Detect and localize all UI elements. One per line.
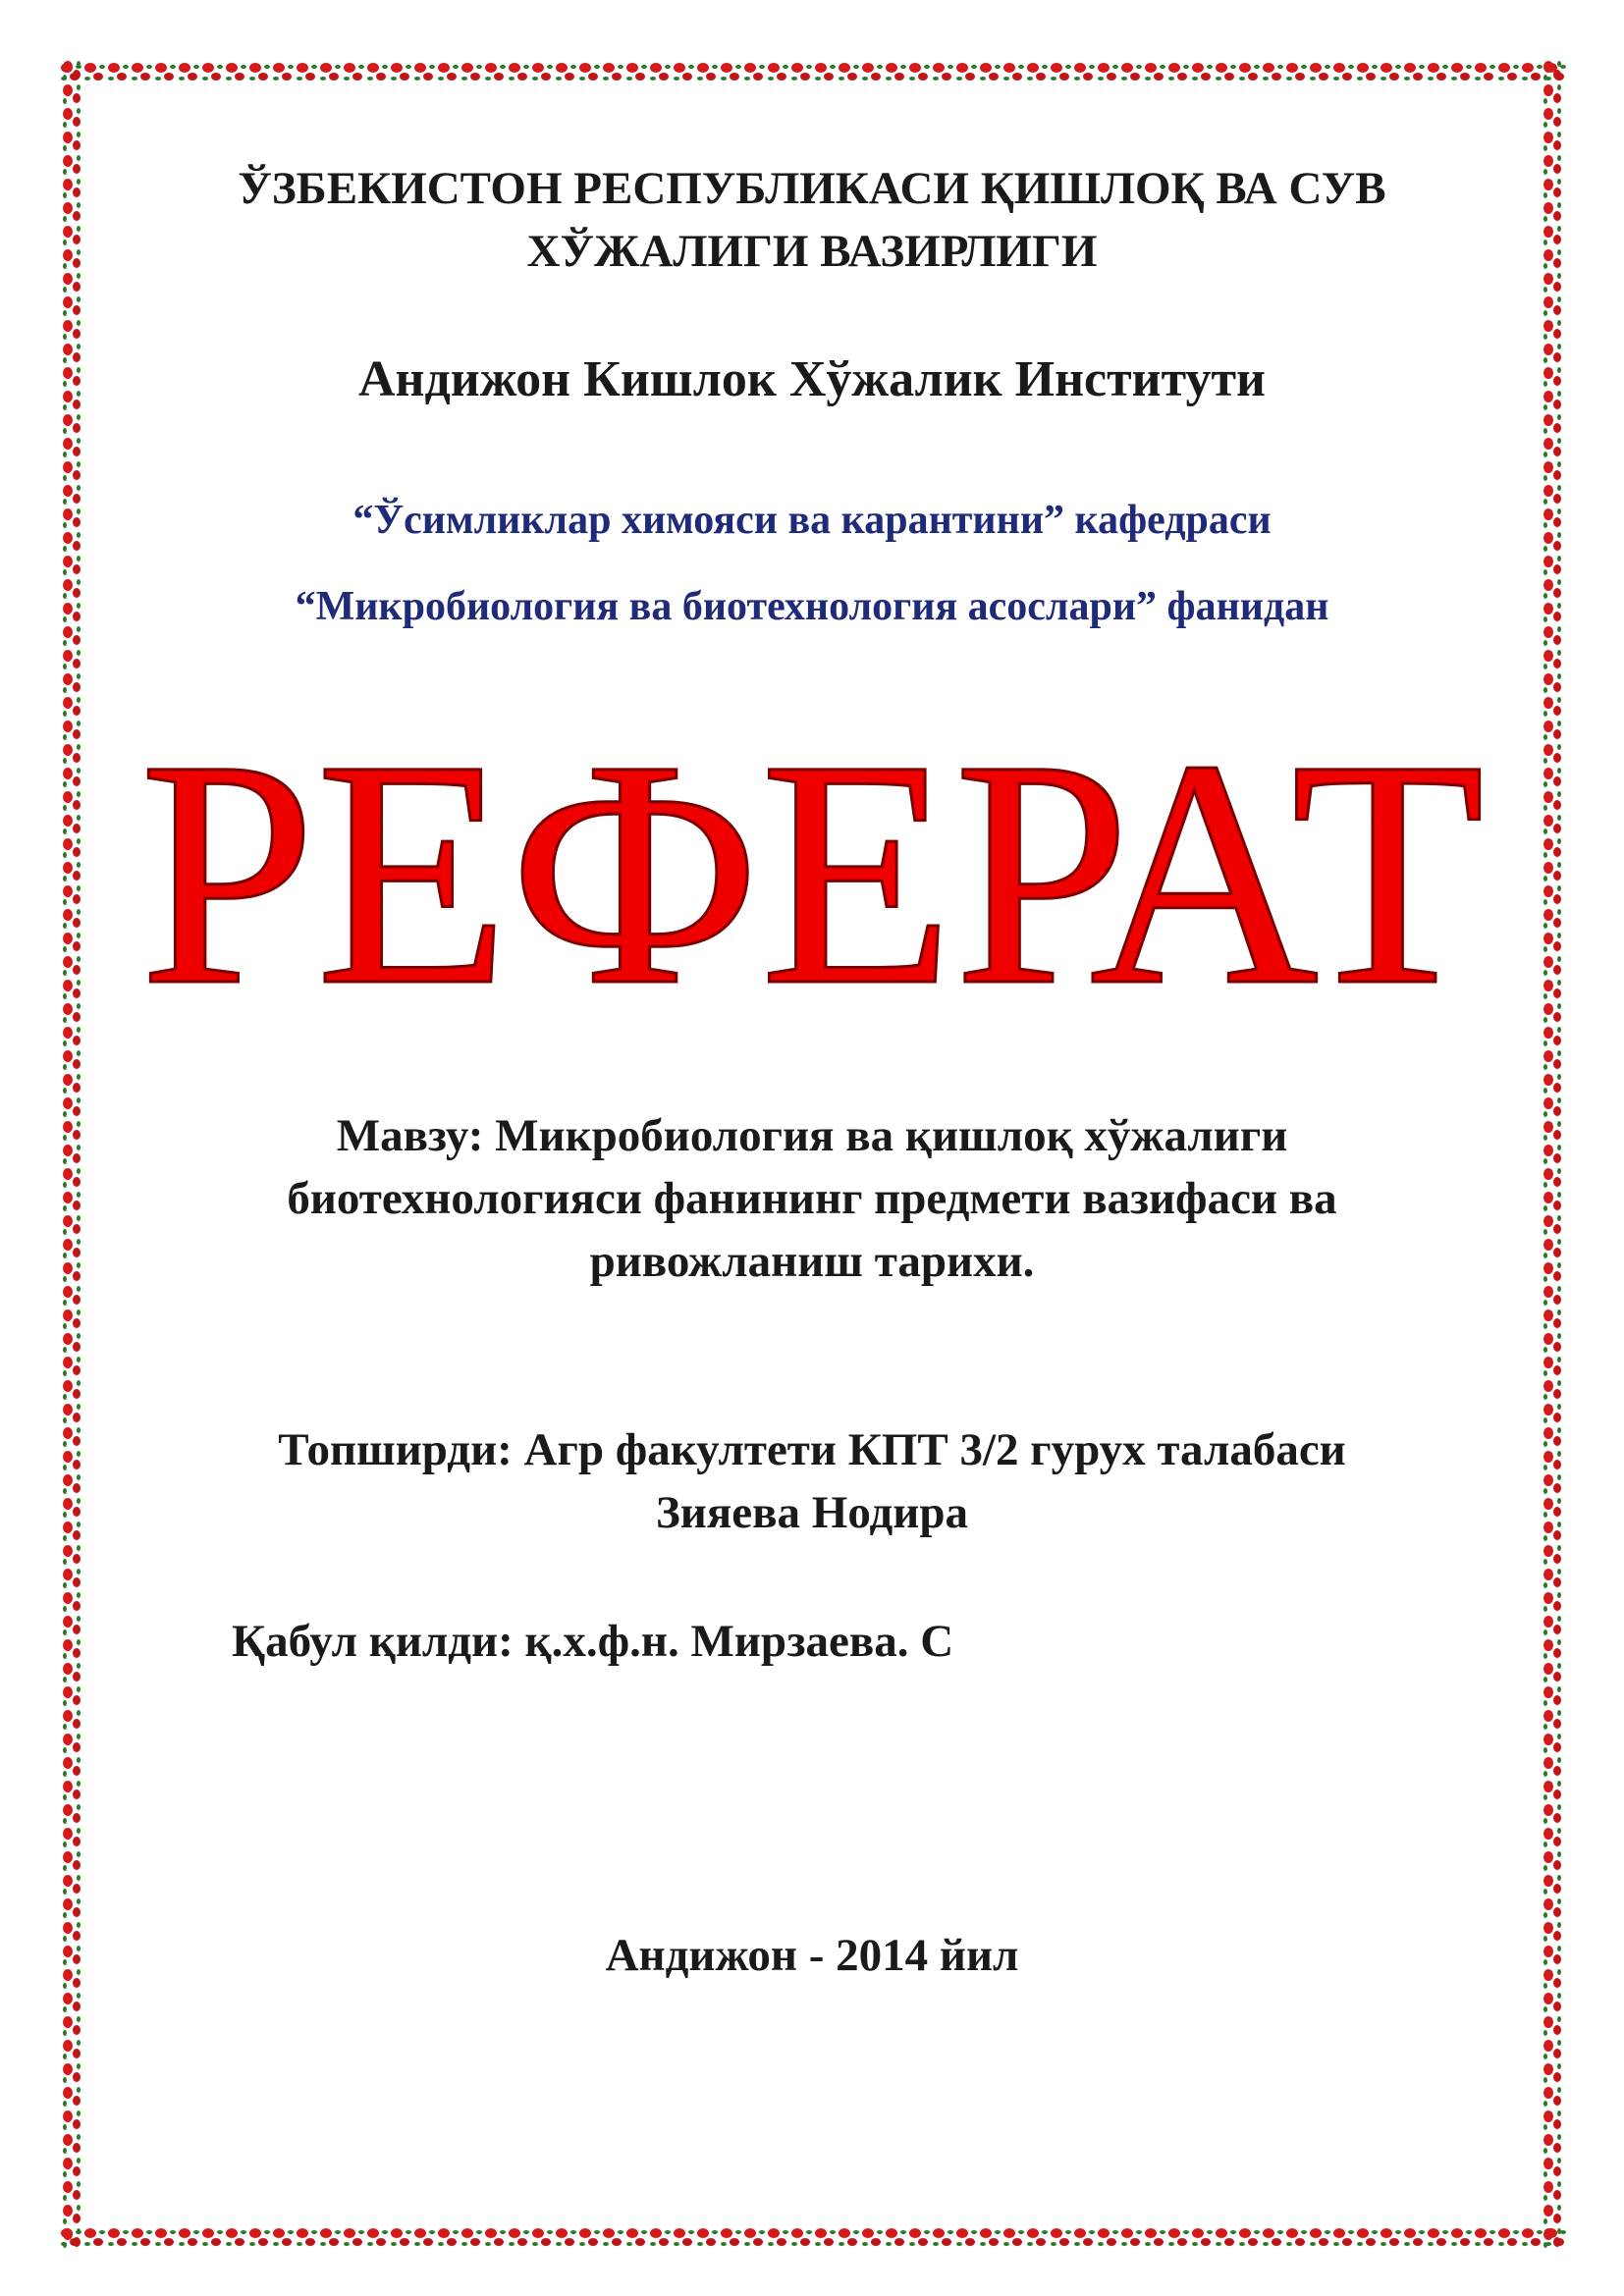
ministry-line-2: ХЎЖАЛИГИ ВАЗИРЛИГИ [526, 226, 1098, 277]
institute-name: Андижон Кишлок Хўжалик Институти [357, 351, 1266, 407]
flower-border-bottom-icon [59, 2224, 1567, 2252]
submitted-line-1: Топширди: Агр факултети КПТ 3/2 гурух талабаси [278, 1424, 1346, 1475]
department-name: “Ўсимликлар химояси ва карантини” кафедраси [352, 498, 1272, 543]
place-year: Андижон - 2014 йил [605, 1930, 1019, 1981]
topic-line-3: ривожланиш тарихи. [589, 1236, 1035, 1287]
topic-block [0, 1104, 1624, 1293]
submitted-block [0, 1418, 1624, 1544]
received-by: Қабул қилди: қ.х.ф.н. Мирзаева. С [232, 1616, 954, 1667]
document-title [0, 707, 1624, 1021]
topic-line-2: биотехнологияси фанининг предмети вазифаси ва [287, 1173, 1337, 1224]
ministry-heading [0, 157, 1624, 283]
subject-name: “Микробиология ва биотехнология асослари” фанидан [295, 584, 1329, 629]
flower-border-top-icon [59, 59, 1567, 86]
ministry-line-1: ЎЗБЕКИСТОН РЕСПУБЛИКАСИ ҚИШЛОҚ ВА СУВ [238, 163, 1386, 214]
topic-line-1: Мавзу: Микробиология ва қишлоқ хўжалиги [336, 1110, 1288, 1161]
submitted-line-2: Зияева Нодира [655, 1487, 968, 1538]
document-title-text: РЕФЕРАТ [139, 707, 1485, 1021]
